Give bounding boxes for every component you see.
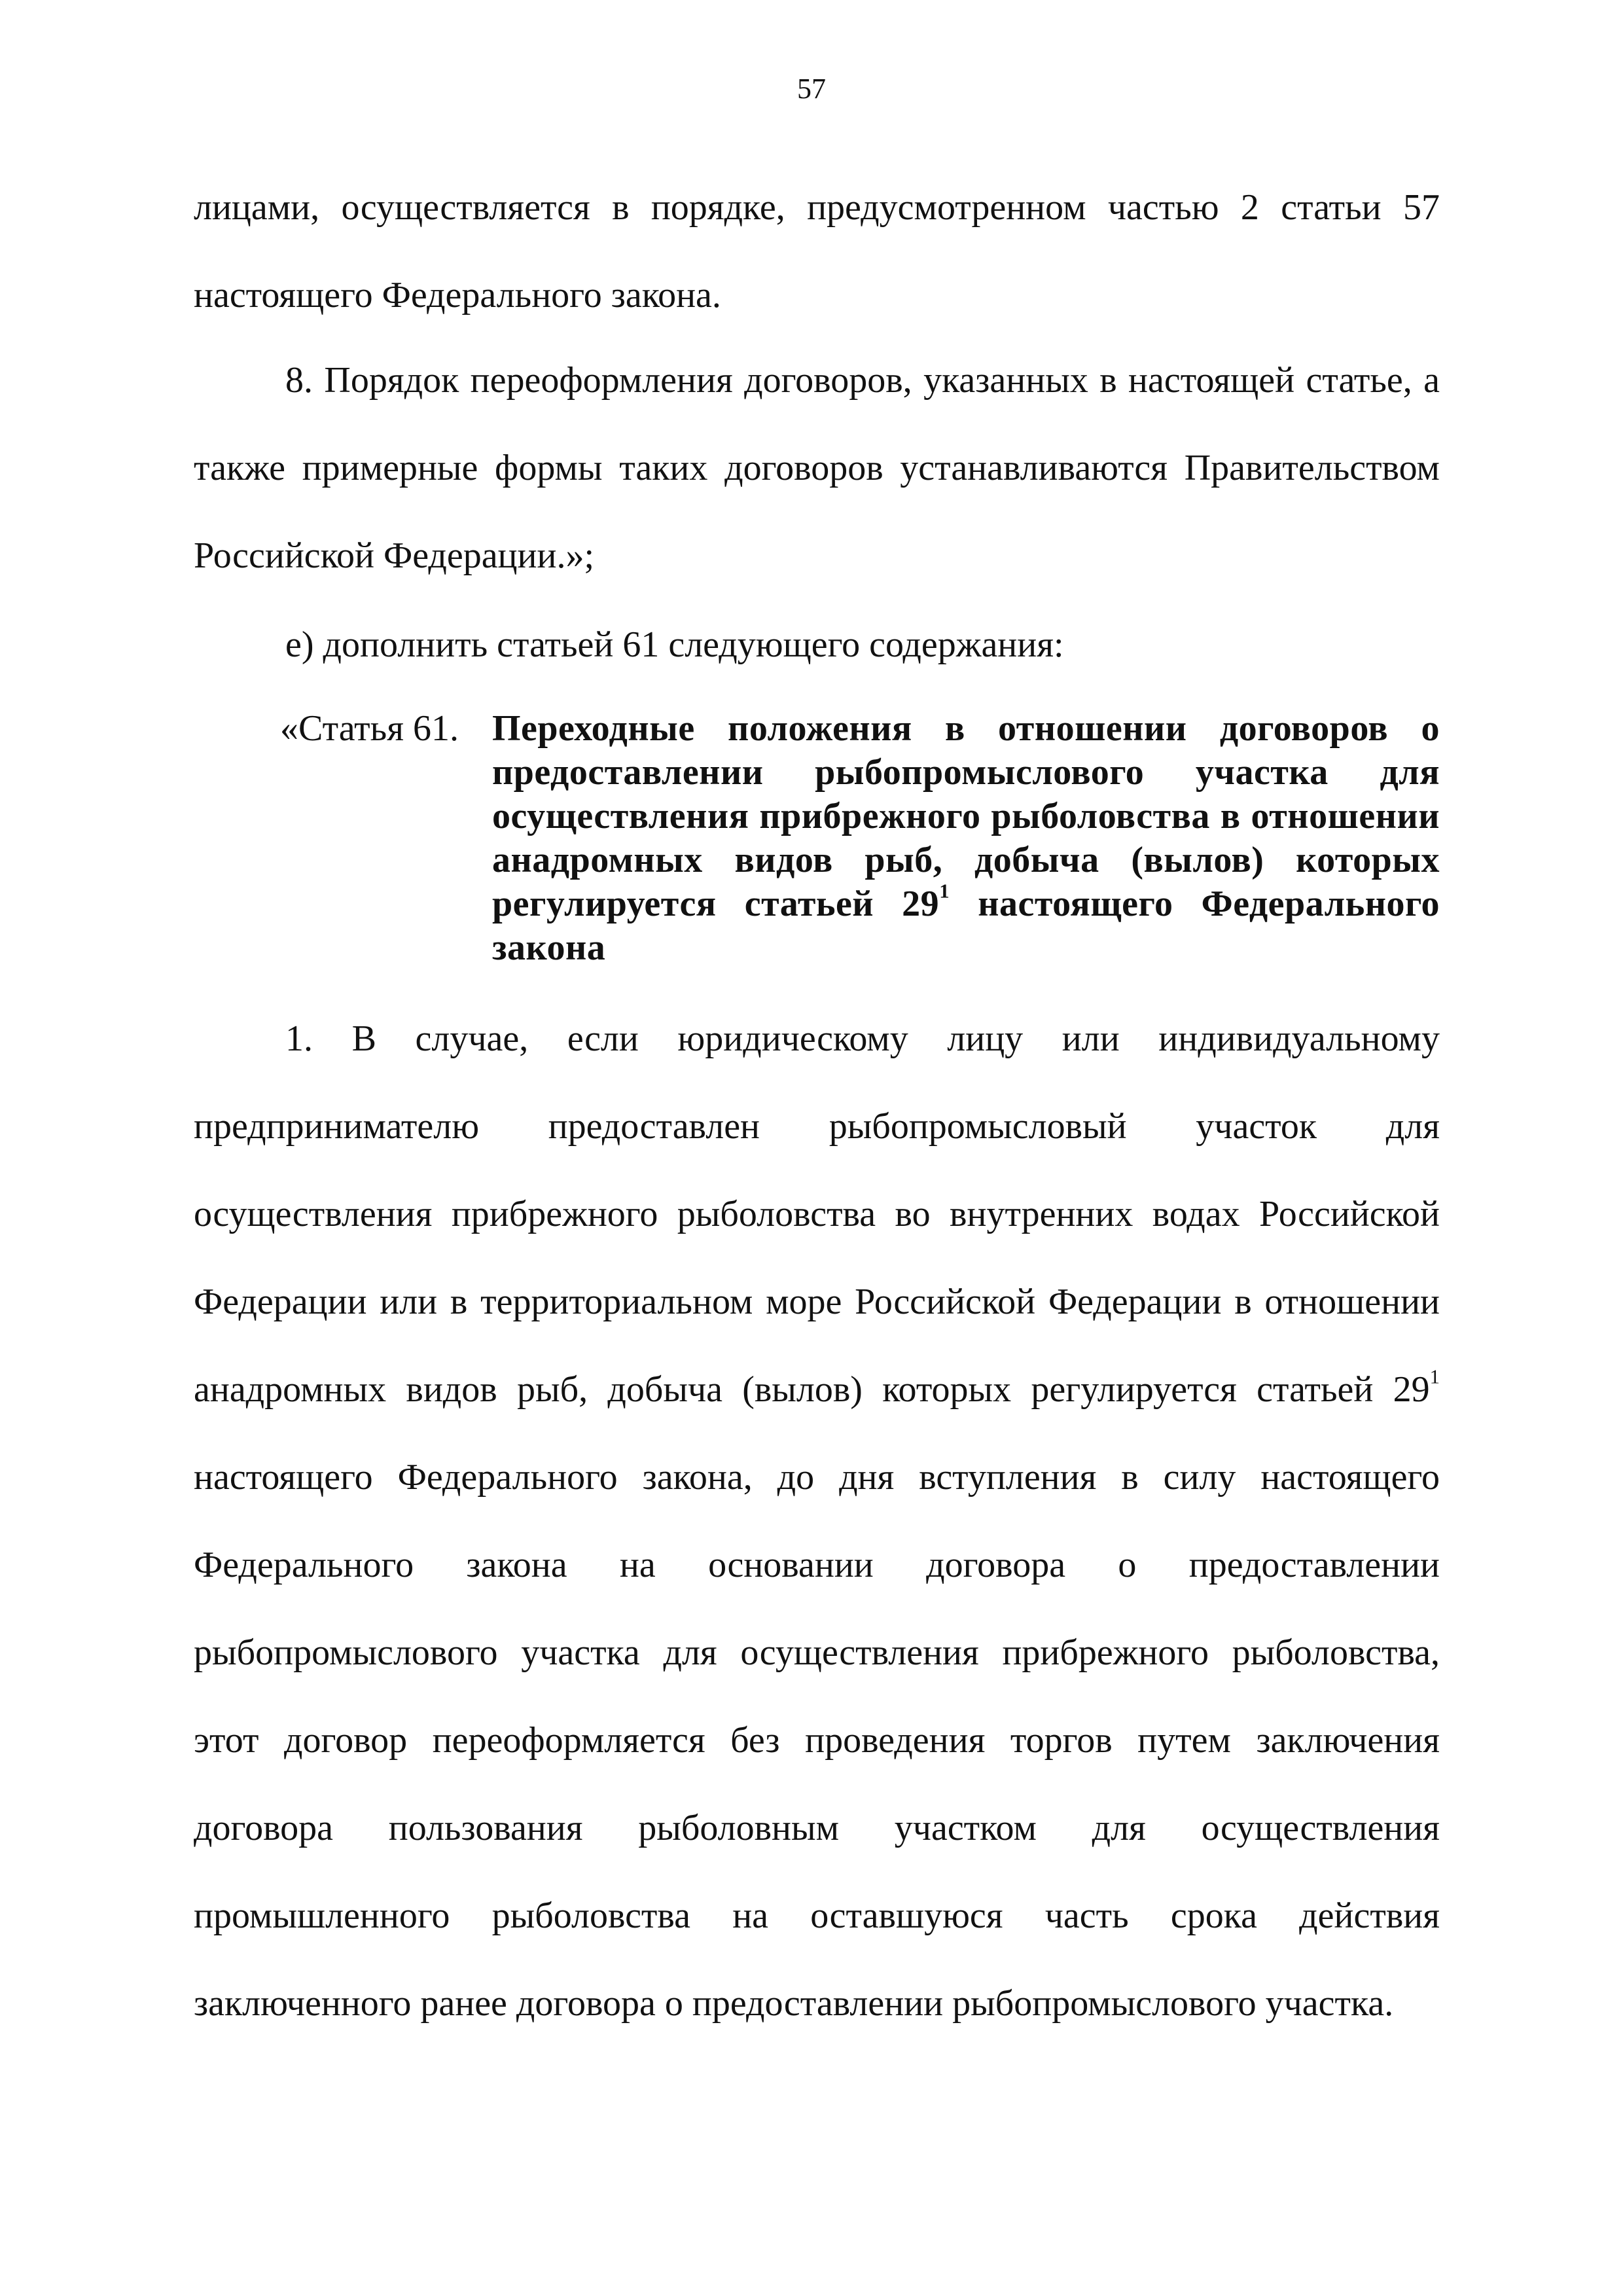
article-label: «Статья 61. — [280, 708, 459, 749]
article-title-end: настоящего Федерального закона — [492, 884, 1440, 968]
paragraph-1-text: 1. В случае, если юридическому лицу или индивидуальному предпринимателю предоставлен рыбопромысловый участок для осуществления прибрежного рыболовства во внутренних водах Российской Федерации или в территориальном море Российской Федерации в отношении анадромных видов рыб, добыча (вылов) которых регулируется статьей 29 — [194, 1018, 1440, 1410]
paragraph-1-end: настоящего Федерального закона, до дня вступления в силу настоящего Федерального закона на основании договора о предоставлении рыбопромыслового участка для осуществления прибрежного рыболовства, этот договор переоформляется без проведения торгов путем заключения договора пользования рыболовным участком для осуществления промышленного рыболовства на оставшуюся часть срока действия заключенного ранее договора о предоставлении рыбопромыслового участка. — [194, 1457, 1440, 2024]
paragraph-e: е) дополнить статьей 61 следующего содержания: — [285, 624, 1064, 665]
paragraph-1 — [194, 995, 1440, 2047]
page-number: 57 — [797, 73, 826, 105]
article-title-text: Переходные положения в отношении договоров о предоставлении рыбопромыслового участка для осуществления прибрежного рыболовства в отношении анадромных видов рыб, добыча (вылов) которых регулируется статьей 29 — [492, 708, 1440, 924]
article-title-superscript: 1 — [939, 880, 950, 903]
paragraph-1-superscript: 1 — [1429, 1365, 1440, 1388]
paragraph-continuation: лицами, осуществляется в порядке, предусмотренном частью 2 статьи 57 настоящего Федерального закона. — [194, 187, 1440, 315]
paragraph-8: 8. Порядок переоформления договоров, указанных в настоящей статье, а также примерные формы таких договоров устанавливаются Правительством Российской Федерации.»; — [194, 360, 1440, 576]
article-title — [492, 707, 1440, 970]
